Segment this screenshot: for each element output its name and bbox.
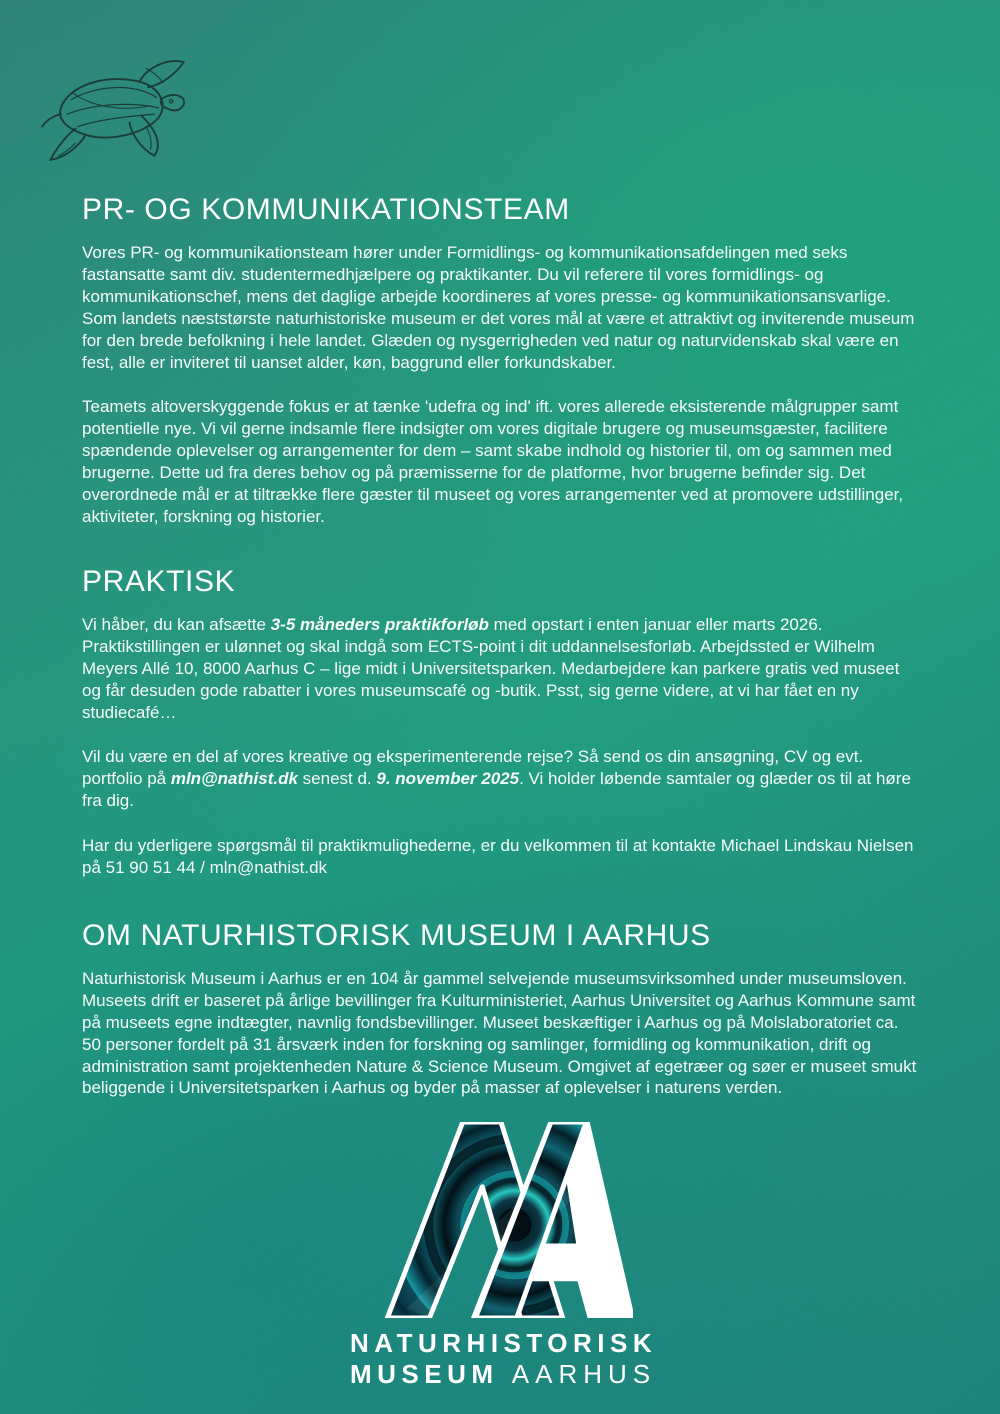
text-run: Vil du være en del af vores kreative og eksperimenterende rejse? Så send os din ansøgning, CV og evt. portfolio på <box>82 747 864 789</box>
about-heading: OM NATURHISTORISK MUSEUM I AARHUS <box>82 918 711 952</box>
text-run: Vi håber, du kan afsætte <box>82 614 271 634</box>
section-praktisk <box>82 565 918 879</box>
text-run: senest d. <box>297 769 377 789</box>
email-link[interactable]: mln@nathist.dk <box>170 769 298 789</box>
logo-line-2 <box>350 1359 657 1394</box>
logo-line-1: NATURHISTORISK <box>350 1328 658 1359</box>
team-paragraph-2: Teamets altoverskyggende fokus er at tænke 'udefra og ind' ift. vores allerede eksisterende målgrupper samt potentielle nye. Vi vil gerne indsamle flere indsigter om vores digitale brugere og museumsgæster, facilitere spændende oplevelser og arrangementer for dem – samt skabe indhold og historier til, om og sammen med brugerne. Dette ud fra deres behov og på præmisserne for de platforme, hvor brugerne befinder sig. Det overordnede mål er at tiltrække flere gæster til museet og vores arrangementer ved at promovere udstillinger, aktiviteter, forskning og historier. <box>82 397 904 526</box>
text-run: med opstart i enten januar eller marts 2026. Praktikstillingen er ulønnet og skal indgå som ECTS-point i dit uddannelsesforløb. Arbejdssted er Wilhelm Meyers Allé 10, 8000 Aarhus C – lige midt i Universitetsparken. Medarbejdere kan parkere gratis ved museet og får desuden gode rabatter i vores museumscafé og -butik. Psst, sig gerne videre, at vi har fået en ny studiecafé… <box>82 614 900 722</box>
text-run: . Vi holder løbende samtaler og glæder os til at høre fra dig. <box>82 769 911 811</box>
praktisk-paragraph-3: Har du yderligere spørgsmål til praktikmulighederne, er du velkommen til at kontakte Michael Lindskau Nielsen på 51 90 51 44 / mln@nathist.dk <box>82 836 914 878</box>
section-team <box>82 193 918 528</box>
team-paragraph-1: Vores PR- og kommunikationsteam hører under Formidlings- og kommunikationsafdelingen med seks fastansatte samt div. studentermedhjælpere og praktikanter. Du vil referere til vores formidlings- og kommunikationschef, mens det daglige arbejde koordineres af vores presse- og kommunikationsansvarlige. Som landets næststørste naturhistoriske museum er det vores mål at være et attraktivt og inviterende museum for den brede befolkning i hele landet. Glæden og nysgerrigheden ved natur og naturvidenskab skal være en fest, alle er inviteret til uanset alder, køn, baggrund eller forkundskaber. <box>82 243 915 372</box>
double-A-monogram-icon <box>367 1122 633 1318</box>
logo-wordmark <box>350 1328 658 1394</box>
praktisk-paragraph-1 <box>82 614 918 724</box>
logo-museum-text: MUSEUM <box>350 1359 499 1390</box>
about-paragraph-1: Naturhistorisk Museum i Aarhus er en 104 år gammel selvejende museumsvirksomhed under museumsloven. Museets drift er baseret på årlige bevillinger fra Kulturministeriet, Aarhus Universitet og Aarhus Kommune samt på museets egne indtægter, navnlig fondsbevillinger. Museet beskæftiger i Aarhus og på Molslaboratoriet ca. 50 personer fordelt på 31 årsværk inden for forskning og samlinger, formidling og kommunikation, drift og administration samt projektenheden Nature & Science Museum. Omgivet af egetræer og søer er museet smukt beliggende i Universitetsparken i Aarhus og byder på masser af oplevelser i naturens verden. <box>82 968 917 1098</box>
duration-emphasis: 3-5 måneders praktikforløb <box>270 614 489 634</box>
team-heading: PR- OG KOMMUNIKATIONSTEAM <box>82 193 570 226</box>
sea-turtle-icon <box>38 52 194 170</box>
museum-logo <box>350 1122 658 1394</box>
logo-aarhus-text: AARHUS <box>511 1359 657 1390</box>
deadline-emphasis: 9. november 2025 <box>376 769 520 789</box>
praktisk-heading: PRAKTISK <box>82 564 236 598</box>
section-about <box>82 919 918 1099</box>
praktisk-paragraph-2 <box>82 746 918 812</box>
